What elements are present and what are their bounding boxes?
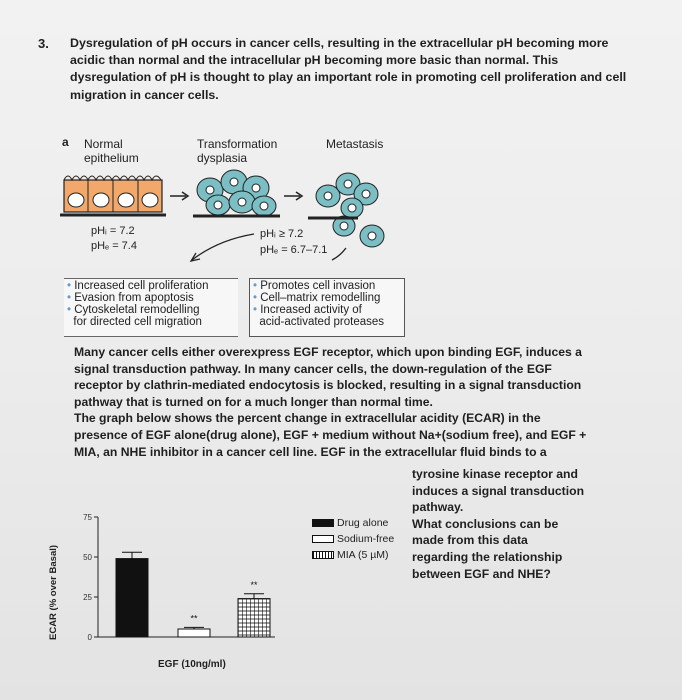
bar-drug-alone (116, 559, 148, 637)
legend-swatch-hatched (312, 551, 334, 559)
panel-label: a (62, 135, 69, 149)
left-effect-item: • Increased cell proliferation (67, 280, 209, 292)
y-tick-label: 25 (83, 593, 92, 602)
left-effect-item: • Evasion from apoptosis (67, 292, 194, 304)
bar-sodium-free (178, 629, 210, 637)
chart-ylabel: ECAR (% over Basal) (48, 544, 59, 640)
cancer-phi: pHᵢ ≥ 7.2 (260, 228, 304, 240)
right-effects-box (249, 278, 405, 337)
right-effect-item: • Increased activity of (253, 304, 362, 316)
stage-normal-line2: epithelium (84, 151, 139, 165)
curved-arrow-icon-2 (332, 248, 346, 260)
legend-swatch-solid (312, 519, 334, 527)
left-effect-item: • Cytoskeletal remodelling (67, 304, 200, 316)
stage-metastasis: Metastasis (326, 137, 384, 151)
right-effect-item: acid-activated proteases (259, 316, 385, 328)
bar-mia (238, 599, 270, 637)
significance-mark: ** (250, 579, 258, 590)
stage-normal-line1: Normal (84, 137, 123, 151)
ecar-bar-chart (70, 505, 285, 655)
significance-mark: ** (190, 613, 198, 624)
side-question (412, 466, 602, 582)
paragraph-line: The graph below shows the percent change in extracellular acidity (ECAR) in the (74, 411, 541, 426)
stage-transformation-line1: Transformation (197, 137, 278, 151)
side-line: regarding the relationship (412, 549, 563, 564)
side-line: between EGF and NHE? (412, 566, 551, 581)
legend-item: MIA (5 µM) (312, 547, 394, 563)
paragraph-line: pathway that is turned on for a much longer than normal time. (74, 394, 433, 409)
paragraph-line: Many cancer cells either overexpress EGF receptor, which upon binding EGF, induces a (74, 345, 582, 359)
question-text: Dysregulation of pH occurs in cancer cells, resulting in the extracellular pH becoming more acidic than normal and the intracellular pH becoming more basic than normal. This dysregulation of pH is thought to play an important role in promoting cell proliferation and cell migration in cancer cells. (70, 36, 627, 102)
cancer-phe: pHₑ = 6.7–7.1 (260, 244, 328, 256)
paragraph-line: receptor by clathrin-mediated endocytosis is blocked, resulting in a signal transduction (74, 378, 582, 393)
cell-stage-illustration (58, 160, 398, 275)
y-tick-label: 75 (83, 513, 92, 522)
right-effect-item: • Promotes cell invasion (253, 280, 376, 292)
normal-phe: pHₑ = 7.4 (91, 240, 137, 252)
side-line: pathway. (412, 500, 464, 515)
legend-item: Sodium-free (312, 531, 394, 547)
y-tick-label: 50 (83, 553, 92, 562)
paragraph-line: presence of EGF alone(drug alone), EGF + medium without Na+(sodium free), and EGF + (74, 427, 587, 442)
stage-transformation-line2: dysplasia (197, 151, 248, 165)
chart-xlabel: EGF (10ng/ml) (158, 659, 226, 670)
right-effect-item: • Cell–matrix remodelling (253, 292, 381, 304)
curved-arrow-icon (192, 234, 254, 260)
left-effect-item: for directed cell migration (73, 316, 202, 328)
side-line: induces a signal transduction (412, 483, 585, 498)
normal-phi: pHᵢ = 7.2 (91, 225, 135, 237)
paragraph-line: MIA, an NHE inhibitor in a cancer cell line. EGF in the extracellular fluid binds to a (74, 444, 547, 459)
normal-epithelium-cells (60, 176, 166, 215)
side-line: made from this data (412, 533, 528, 548)
side-line: tyrosine kinase receptor and (412, 467, 578, 481)
metastasis-cells (316, 173, 384, 247)
side-line: What conclusions can be (412, 516, 559, 531)
left-effects-box (64, 278, 238, 337)
legend-swatch-open (312, 535, 334, 543)
dysplasia-cells (197, 170, 276, 216)
question-number: 3. (38, 36, 49, 51)
legend-item: Drug alone (312, 515, 394, 531)
body-paragraph (74, 344, 594, 460)
chart-legend (312, 515, 394, 563)
y-tick-label: 0 (87, 633, 92, 642)
paragraph-line: signal transduction pathway. In many cancer cells, the down-regulation of the EGF (74, 361, 552, 376)
